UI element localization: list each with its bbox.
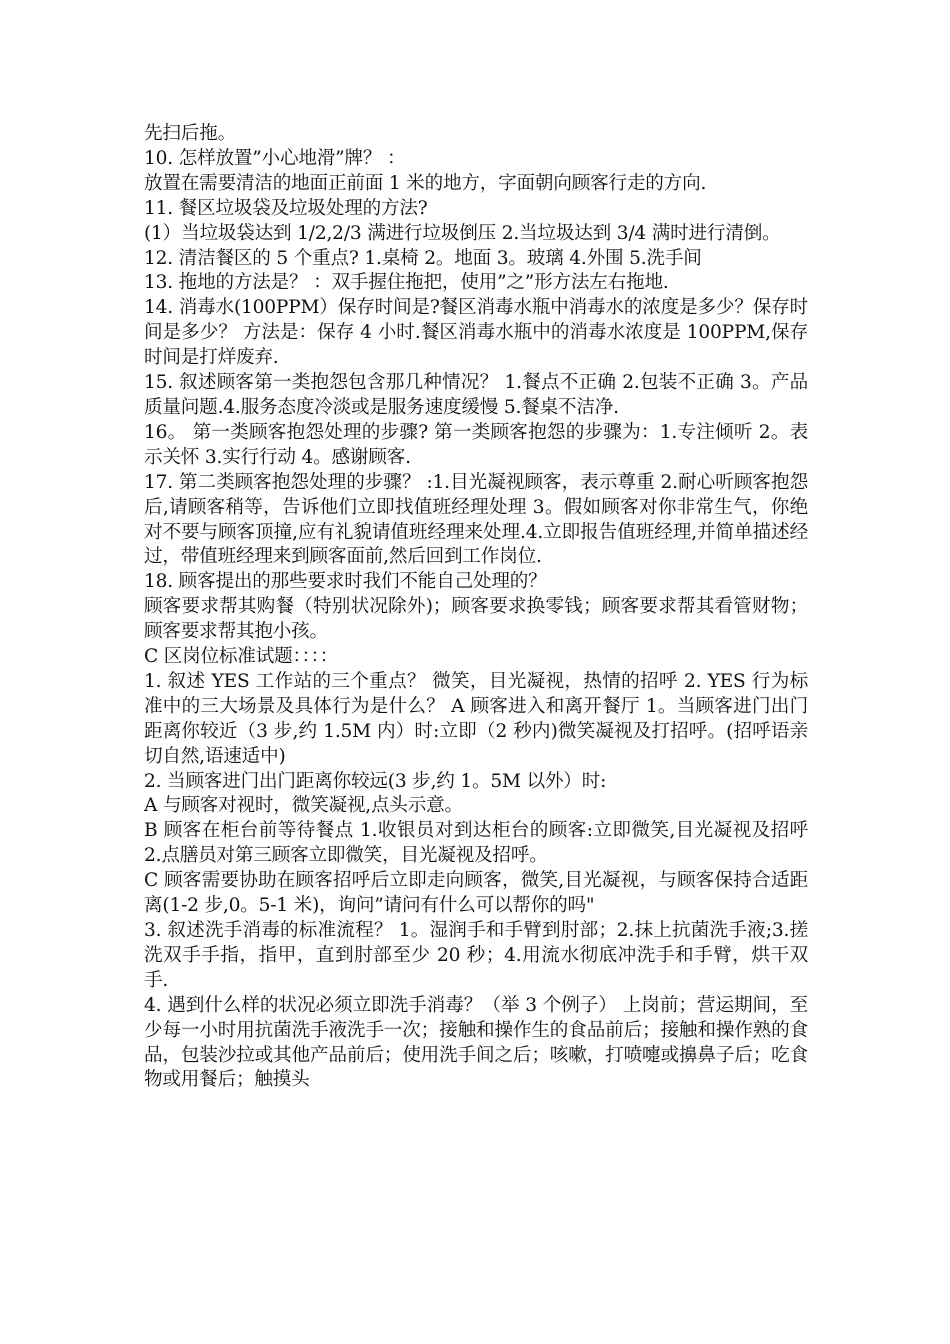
c-answer-2b: B 顾客在柜台前等待餐点 1.收银员对到达柜台的顾客:立即微笑,目光凝视及招呼 2.点膳员对第三顾客立即微笑，目光凝视及招呼。 — [144, 820, 808, 867]
document-body — [144, 122, 808, 1093]
question-15: 15. 叙述顾客第一类抱怨包含那几种情况？ 1.餐点不正确 2.包装不正确 3。产品质量问题.4.服务态度冷淡或是服务速度缓慢 5.餐桌不洁净. — [144, 372, 808, 418]
c-question-3: 3. 叙述洗手消毒的标准流程？ 1。湿润手和手臂到肘部；2.抹上抗菌洗手液;3.搓洗双手手指，指甲，直到肘部至少 20 秒；4.用流水彻底冲洗手和手臂，烘干双手. — [144, 920, 808, 991]
answer-10: 放置在需要清洁的地面正前面 1 米的地方，字面朝向顾客行走的方向. — [144, 172, 707, 194]
section-c-heading: C 区岗位标准试题：：：： — [144, 646, 339, 668]
question-17: 17. 第二类顾客抱怨处理的步骤？ :1.目光凝视顾客，表示尊重 2.耐心听顾客抱怨后,请顾客稍等，告诉他们立即找值班经理处理 3。假如顾客对你非常生气，你绝对不要与顾客顶撞,应有礼貌请值班经理来处理.4.立即报告值班经理,并简单描述经过，带值班经理来到顾客面前,然后回到工作岗位. — [144, 471, 808, 568]
question-14: 14. 消毒水(100PPM）保存时间是?餐区消毒水瓶中消毒水的浓度是多少？保存时间是多少？ 方法是：保存 4 小时.餐区消毒水瓶中的消毒水浓度是 100PPM,保存时间是打烊废弃. — [144, 297, 808, 369]
question-11: 11. 餐区垃圾袋及垃圾处理的方法? — [144, 197, 428, 219]
question-18: 18. 顾客提出的那些要求时我们不能自己处理的？ — [144, 571, 547, 593]
answer-11: (1）当垃圾袋达到 1/2,2/3 满进行垃圾倒压 2.当垃圾达到 3/4 满时进行清倒。 — [144, 222, 781, 244]
c-answer-2c: C 顾客需要协助在顾客招呼后立即走向顾客，微笑,目光凝视，与顾客保持合适距离(1-2 步,0。5-1 米)，询问”请问有什么可以帮你的吗" — [144, 870, 808, 917]
question-16: 16。 第一类顾客抱怨处理的步骤? 第一类顾客抱怨的步骤为：1.专注倾听 2。表示关怀 3.实行行动 4。感谢顾客. — [144, 421, 808, 468]
c-answer-2a: A 与顾客对视时，微笑凝视,点头示意。 — [144, 795, 463, 817]
question-12: 12. 清洁餐区的 5 个重点? 1.桌椅 2。地面 3。玻璃 4.外围 5.洗手间 — [144, 247, 702, 269]
answer-18: 顾客要求帮其购餐（特别状况除外)；顾客要求换零钱；顾客要求帮其看管财物；顾客要求帮其抱小孩。 — [144, 596, 808, 643]
c-question-4: 4. 遇到什么样的状况必须立即洗手消毒？（举 3 个例子） 上岗前；营运期间，至少每一小时用抗菌洗手液洗手一次；接触和操作生的食品前后；接触和操作熟的食品，包装沙拉或其他产品前后；使用洗手间之后；咳嗽，打喷嚏或擤鼻子后；吃食物或用餐后；触摸头 — [144, 994, 808, 1091]
question-10: 10. 怎样放置”小心地滑”牌？ ： — [144, 147, 406, 169]
question-13: 13. 拖地的方法是？ ：双手握住拖把，使用”之”形方法左右拖地. — [144, 272, 669, 294]
paragraph-sweep-then-mop: 先扫后拖。 — [144, 123, 236, 144]
c-question-2: 2. 当顾客进门出门距离你较远(3 步,约 1。5M 以外）时: — [144, 770, 607, 792]
c-question-1: 1. 叙述 YES 工作站的三个重点？ 微笑，目光凝视，热情的招呼 2. YES 行为标准中的三大场景及具体行为是什么？ A 顾客进入和离开餐厅 1。当顾客进门出门距离你较近（3 步,约 1.5M 内）时:立即（2 秒内)微笑凝视及打招呼。(招呼语亲切自然,语速适中) — [144, 670, 808, 767]
